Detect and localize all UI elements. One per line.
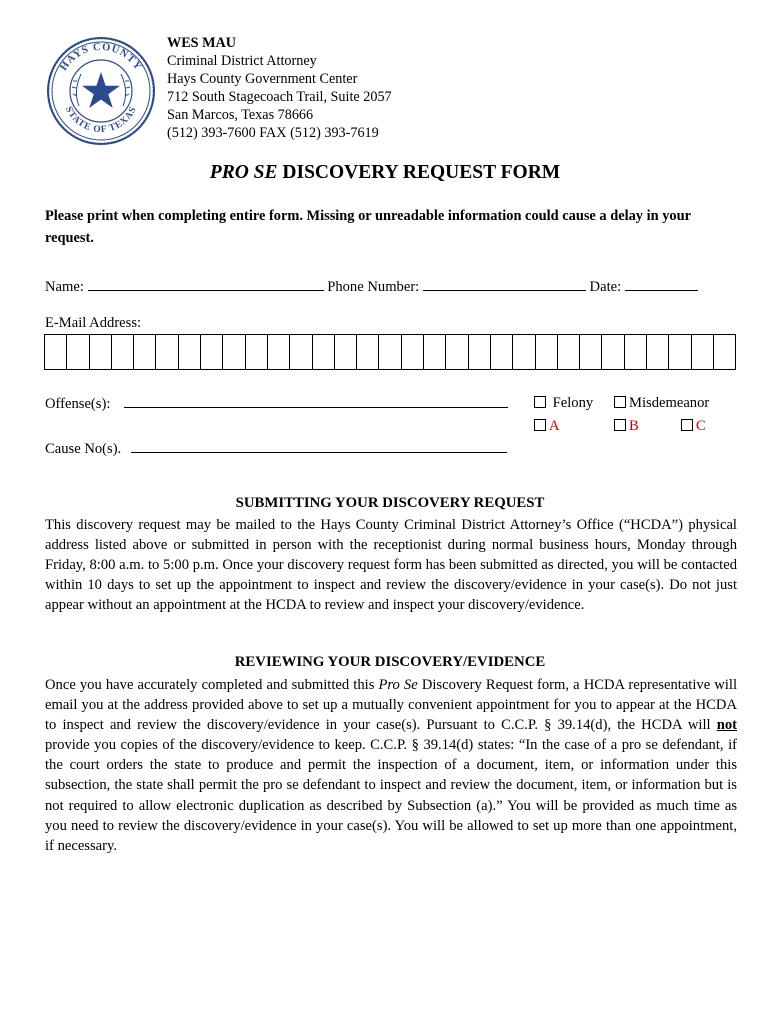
- reviewing-text-not: not: [716, 717, 737, 734]
- email-label: E-Mail Address:: [45, 315, 142, 331]
- reviewing-text-1: Once you have accurately completed and submitted this: [45, 677, 379, 693]
- email-char-cell[interactable]: [245, 335, 267, 369]
- hays-county-seal: [46, 36, 156, 146]
- name-label: Name:: [45, 279, 84, 295]
- email-char-cell[interactable]: [200, 335, 222, 369]
- star-icon: [82, 72, 120, 108]
- class-b-checkbox-icon[interactable]: [614, 419, 626, 431]
- cause-field-row: [45, 440, 507, 458]
- email-char-cell[interactable]: [334, 335, 356, 369]
- reviewing-text-3: provide you copies of the discovery/evidence to keep. C.C.P. § 39.14(d) states: “In the case of a pro se defendant, if the court orders the state to produce and permit the inspection of a document, item, or information under this subsection, the state shall permit the pro se defendant to inspect and review the document, item, or information but is not required to allow electronic duplication as described by Subsection (a).” You will be provided as much time as you need to review the discovery/evidence in your case(s). You will be allowed to set up more than one appointment, if necessary.: [45, 737, 737, 854]
- phone-input-line[interactable]: [423, 278, 586, 291]
- email-char-cell[interactable]: [468, 335, 490, 369]
- email-char-cell[interactable]: [133, 335, 155, 369]
- email-char-cell[interactable]: [267, 335, 289, 369]
- form-title-italic: PRO SE: [209, 162, 278, 183]
- felony-option[interactable]: [534, 395, 593, 412]
- email-char-cell[interactable]: [289, 335, 311, 369]
- email-char-cell[interactable]: [89, 335, 111, 369]
- email-input-grid[interactable]: [44, 334, 736, 370]
- form-instructions: Please print when completing entire form. Missing or unreadable information could cause a delay in your request.: [45, 208, 691, 246]
- reviewing-text-italic: Pro Se: [378, 677, 418, 693]
- class-b-option[interactable]: [614, 418, 639, 435]
- offense-label: Offense(s):: [45, 396, 111, 412]
- email-char-cell[interactable]: [423, 335, 445, 369]
- class-a-checkbox-icon[interactable]: [534, 419, 546, 431]
- email-char-cell[interactable]: [356, 335, 378, 369]
- date-label: Date:: [589, 279, 622, 295]
- date-input-line[interactable]: [625, 278, 698, 291]
- reviewing-text-2: Discovery Request form, a HCDA representative will email you at the address provided above to set up a mutually convenient appointment for you to appear at the HCDA to inspect and review the discovery/evidence in your case(s). Pursuant to C.C.P. § 39.14(d), the HCDA will: [45, 677, 737, 734]
- email-char-cell[interactable]: [557, 335, 579, 369]
- misdemeanor-label: Misdemeanor: [629, 395, 710, 411]
- email-char-cell[interactable]: [490, 335, 512, 369]
- header-line-title: Criminal District Attorney: [167, 53, 317, 69]
- svg-text:STATE OF TEXAS: [63, 105, 139, 135]
- email-char-cell[interactable]: [155, 335, 177, 369]
- misdemeanor-checkbox-icon[interactable]: [614, 396, 626, 408]
- felony-checkbox-icon[interactable]: [534, 396, 546, 408]
- seal-top-text: HAYS COUNTY: [58, 41, 144, 73]
- email-char-cell[interactable]: [222, 335, 244, 369]
- offense-field-row: [45, 395, 508, 413]
- email-char-cell[interactable]: [378, 335, 400, 369]
- reviewing-heading: REVIEWING YOUR DISCOVERY/EVIDENCE: [234, 654, 546, 670]
- email-char-cell[interactable]: [45, 335, 66, 369]
- email-char-cell[interactable]: [691, 335, 713, 369]
- cause-input-line[interactable]: [131, 440, 507, 453]
- felony-label: Felony: [552, 395, 594, 411]
- seal-bottom-text: STATE OF TEXAS: [62, 105, 140, 136]
- cause-label: Cause No(s).: [45, 441, 122, 457]
- email-char-cell[interactable]: [624, 335, 646, 369]
- header-line-street: 712 South Stagecoach Trail, Suite 2057: [167, 89, 392, 105]
- class-a-option[interactable]: [534, 418, 560, 435]
- class-a-label: A: [549, 418, 560, 434]
- email-char-cell[interactable]: [646, 335, 668, 369]
- class-c-checkbox-icon[interactable]: [681, 419, 693, 431]
- email-char-cell[interactable]: [111, 335, 133, 369]
- email-char-cell[interactable]: [512, 335, 534, 369]
- name-field-row: [45, 278, 698, 296]
- class-c-label: C: [696, 418, 706, 434]
- submitting-heading: SUBMITTING YOUR DISCOVERY REQUEST: [235, 495, 545, 511]
- email-char-cell[interactable]: [713, 335, 735, 369]
- form-title: [0, 162, 770, 184]
- email-char-cell[interactable]: [535, 335, 557, 369]
- header-line-building: Hays County Government Center: [167, 71, 358, 87]
- class-b-label: B: [629, 418, 639, 434]
- email-char-cell[interactable]: [401, 335, 423, 369]
- class-c-option[interactable]: [681, 418, 706, 435]
- email-char-cell[interactable]: [66, 335, 88, 369]
- attorney-name: WES MAU: [167, 35, 236, 51]
- email-char-cell[interactable]: [579, 335, 601, 369]
- form-title-rest: DISCOVERY REQUEST FORM: [277, 162, 561, 183]
- email-char-cell[interactable]: [668, 335, 690, 369]
- misdemeanor-option[interactable]: [614, 395, 709, 412]
- submitting-paragraph: This discovery request may be mailed to the Hays County Criminal District Attorney’s Office (“HCDA”) physical address listed above or submitted in person with the receptionist during normal business hours, Monday through Friday, 8:00 a.m. to 5:00 p.m. Once your discovery request form has been submitted as directed, you will be contacted within 10 days to set up the appointment to inspect and review the discovery/evidence in your case(s). Do not just appear without an appointment at the HCDA to review and inspect your discovery/evidence.: [45, 517, 737, 614]
- email-char-cell[interactable]: [178, 335, 200, 369]
- header-line-city: San Marcos, Texas 78666: [167, 107, 314, 123]
- email-char-cell[interactable]: [312, 335, 334, 369]
- offense-input-line[interactable]: [124, 395, 508, 408]
- email-char-cell[interactable]: [445, 335, 467, 369]
- phone-label: Phone Number:: [327, 279, 420, 295]
- header-line-phone-fax: (512) 393-7600 FAX (512) 393-7619: [167, 125, 379, 141]
- reviewing-paragraph: [45, 675, 737, 856]
- name-input-line[interactable]: [88, 278, 324, 291]
- email-char-cell[interactable]: [601, 335, 623, 369]
